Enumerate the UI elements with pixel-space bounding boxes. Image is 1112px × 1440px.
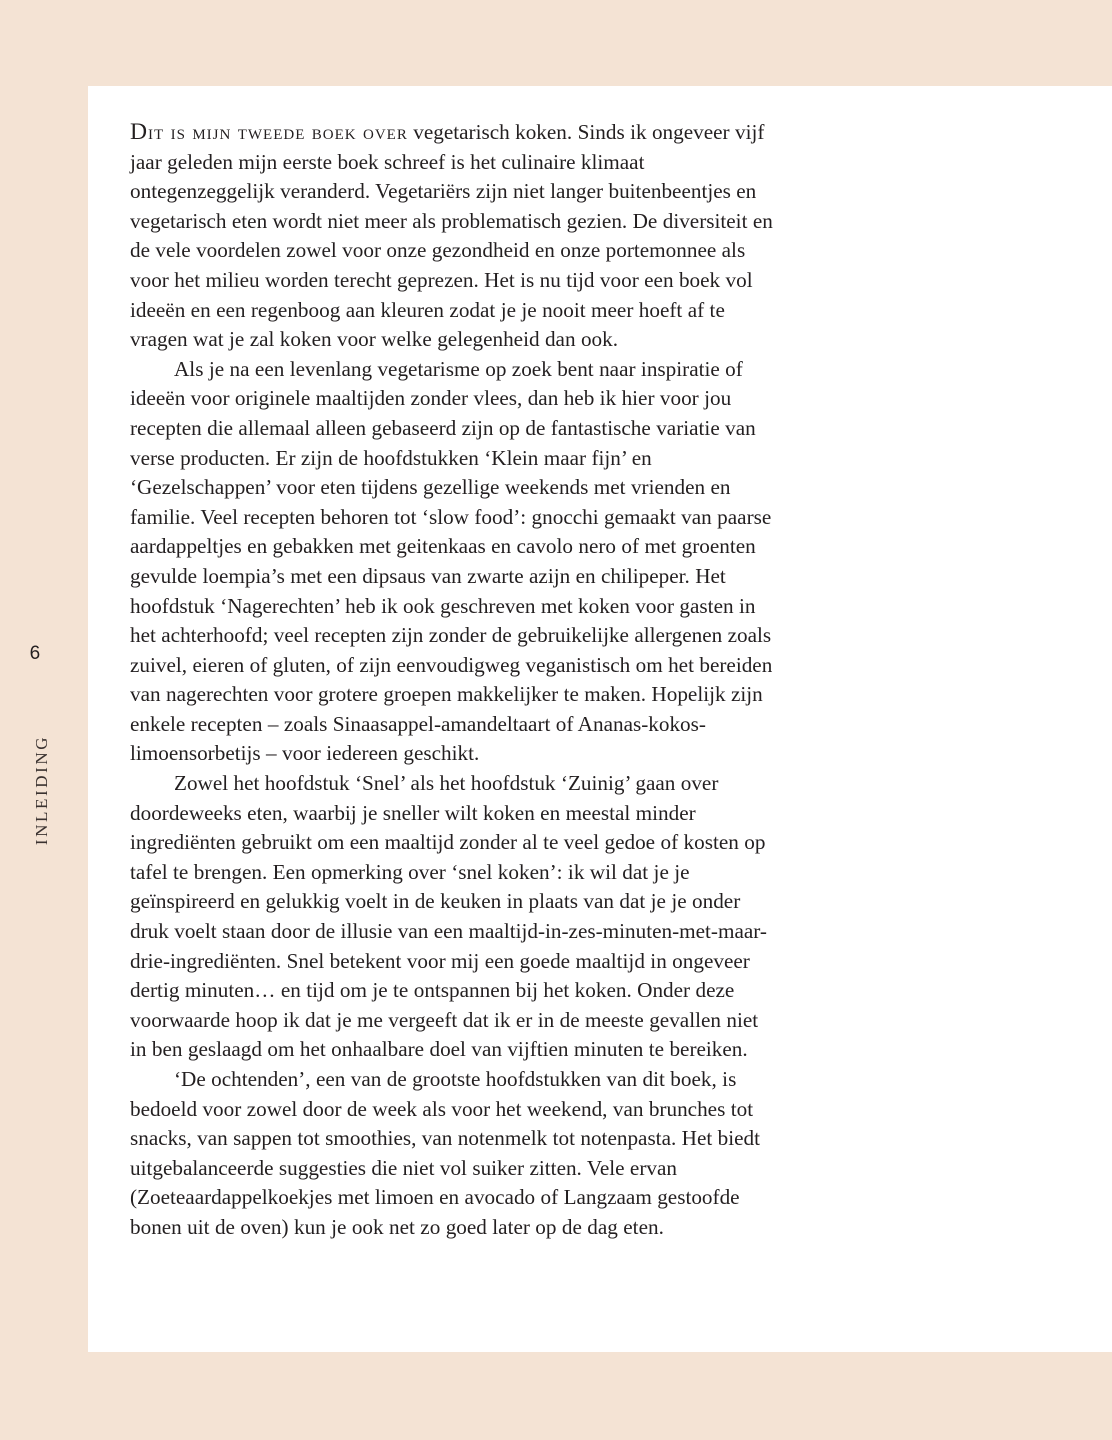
opening-initial-letter: D bbox=[130, 119, 149, 145]
left-margin-rail bbox=[0, 0, 88, 1440]
running-head-chapter: INLEIDING bbox=[32, 734, 51, 846]
body-text-column bbox=[130, 118, 778, 1243]
paragraph-inspiratie: Als je na een levenlang vegetarisme op zoek bent naar inspiratie of ideeën voor originele maaltijden zonder vlees, dan heb ik hier voor jou recepten die allemaal alleen gebaseerd zijn op de fantastische variatie van verse producten. Er zijn de hoofdstukken ‘Klein maar fijn’ en ‘Gezelschappen’ voor eten tijdens gezellige weekends met vrienden en familie. Veel recepten behoren tot ‘slow food’: gnocchi gemaakt van paarse aardappeltjes en gebakken met geitenkaas en cavolo nero of met groenten gevulde loempia’s met een dipsaus van zwarte azijn en chilipeper. Het hoofdstuk ‘Nagerechten’ heb ik ook geschreven met koken voor gasten in het achterhoofd; veel recepten zijn zonder de gebruikelijke allergenen zoals zuivel, eieren of gluten, of zijn eenvoudigweg veganistisch om het bereiden van nagerechten voor grotere groepen makkelijker te maken. Hopelijk zijn enkele recepten – zoals Sinaasappel-amandeltaart of Ananas-kokos-limoensorbetijs – voor iedereen geschikt. bbox=[130, 356, 773, 766]
paragraph-snel-zuinig: Zowel het hoofdstuk ‘Snel’ als het hoofdstuk ‘Zuinig’ gaan over doordeweeks eten, waarbij je sneller wilt koken en meestal minder ingrediënten gebruikt om een maaltijd zonder al te veel gedoe of kosten op tafel te brengen. Een opmerking over ‘snel koken’: ik wil dat je je geïnspireerd en gelukkig voelt in de keuken in plaats van dat je je onder druk voelt staan door de illusie van een maaltijd-in-zes-minuten-met-maar-drie-ingrediënten. Snel betekent voor mij een goede maaltijd in ongeveer dertig minuten… en tijd om je te ontspannen bij het koken. Onder deze voorwaarde hoop ik dat je me vergeeft dat ik er in de meeste gevallen niet in ben geslaagd om het onhaalbare doel van vijftien minuten te bereiken. bbox=[130, 771, 767, 1062]
paragraph-intro-text: vegetarisch koken. Sinds ik ongeveer vijf jaar geleden mijn eerste boek schreef is het culinaire klimaat ontegenzeggelijk veranderd. Vegetariërs zijn niet langer buitenbeentjes en vegetarisch eten wordt niet meer als problematisch gezien. De diversiteit en de vele voordelen zowel voor onze gezondheid en onze portemonnee als voor het milieu worden terecht geprezen. Het is nu tijd voor een boek vol ideeën en een regenboog aan kleuren zodat je je nooit meer hoeft af te vragen wat je zal koken voor welke gelegenheid dan ook. bbox=[130, 120, 773, 352]
paragraph-de-ochtenden: ‘De ochtenden’, een van de grootste hoofdstukken van dit boek, is bedoeld voor zowel door de week als voor het weekend, van brunches tot snacks, van sappen tot smoothies, van notenmelk tot notenpasta. Het biedt uitgebalanceerde suggesties die niet vol suiker zitten. Vele ervan (Zoeteaardappelkoekjes met limoen en avocado of Langzaam gestoofde bonen uit de oven) kun je ook net zo goed later op de dag eten. bbox=[130, 1067, 761, 1239]
opening-small-caps-rest: it is mijn tweede boek over bbox=[148, 120, 408, 144]
opening-small-caps bbox=[130, 120, 408, 144]
paragraph-intro bbox=[130, 118, 778, 355]
page-number: 6 bbox=[29, 643, 41, 664]
